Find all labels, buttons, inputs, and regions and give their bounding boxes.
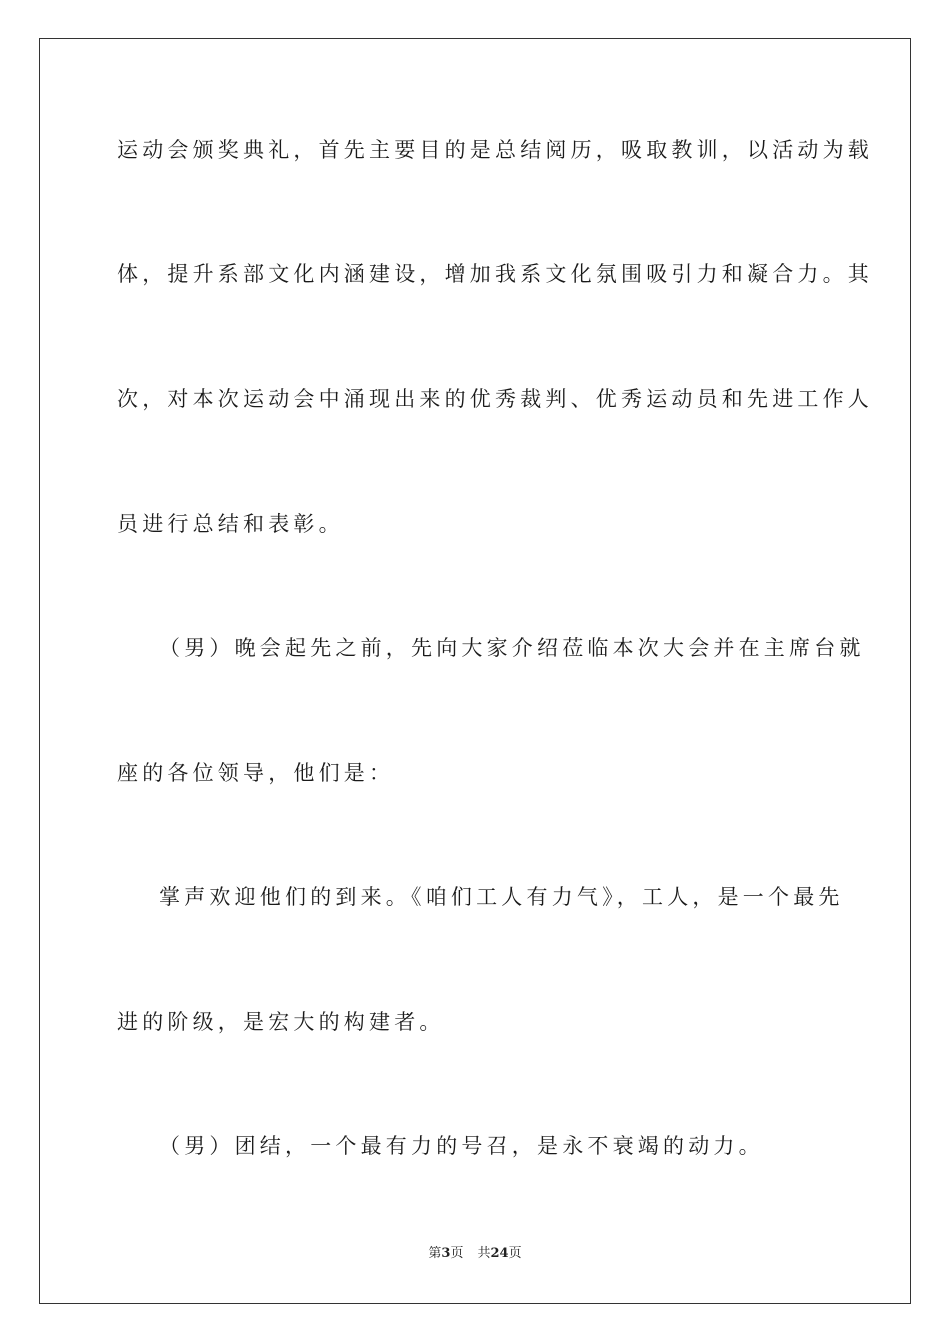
total-pages: 24 [490, 1246, 509, 1261]
page-label-suffix: 页 [450, 1246, 464, 1261]
paragraph-line: （男）晚会起先之前，先向大家介绍莅临本次大会并在主席台就 [159, 636, 865, 660]
paragraph-line: （男）团结，一个最有力的号召，是永不衰竭的动力。 [159, 1134, 764, 1158]
paragraph-line: 运动会颁奖典礼，首先主要目的是总结阅历，吸取教训，以活动为载 [117, 138, 873, 162]
page-frame [39, 38, 911, 1304]
paragraph-line: 进的阶级，是宏大的构建者。 [117, 1010, 445, 1034]
paragraph-line: 员进行总结和表彰。 [117, 512, 344, 536]
page-number: 3 [441, 1246, 451, 1261]
total-label-suffix: 页 [508, 1246, 522, 1261]
page-footer [0, 1245, 950, 1263]
paragraph-line: 次，对本次运动会中涌现出来的优秀裁判、优秀运动员和先进工作人 [117, 387, 873, 411]
paragraph-line: 体，提升系部文化内涵建设，增加我系文化氛围吸引力和凝合力。其 [117, 262, 873, 286]
paragraph-line: 座的各位领导，他们是： [117, 761, 395, 785]
paragraph-line: 掌声欢迎他们的到来。《咱们工人有力气》，工人，是一个最先 [159, 885, 844, 909]
total-label-prefix: 共 [477, 1246, 491, 1261]
page-label-prefix: 第 [428, 1246, 442, 1261]
